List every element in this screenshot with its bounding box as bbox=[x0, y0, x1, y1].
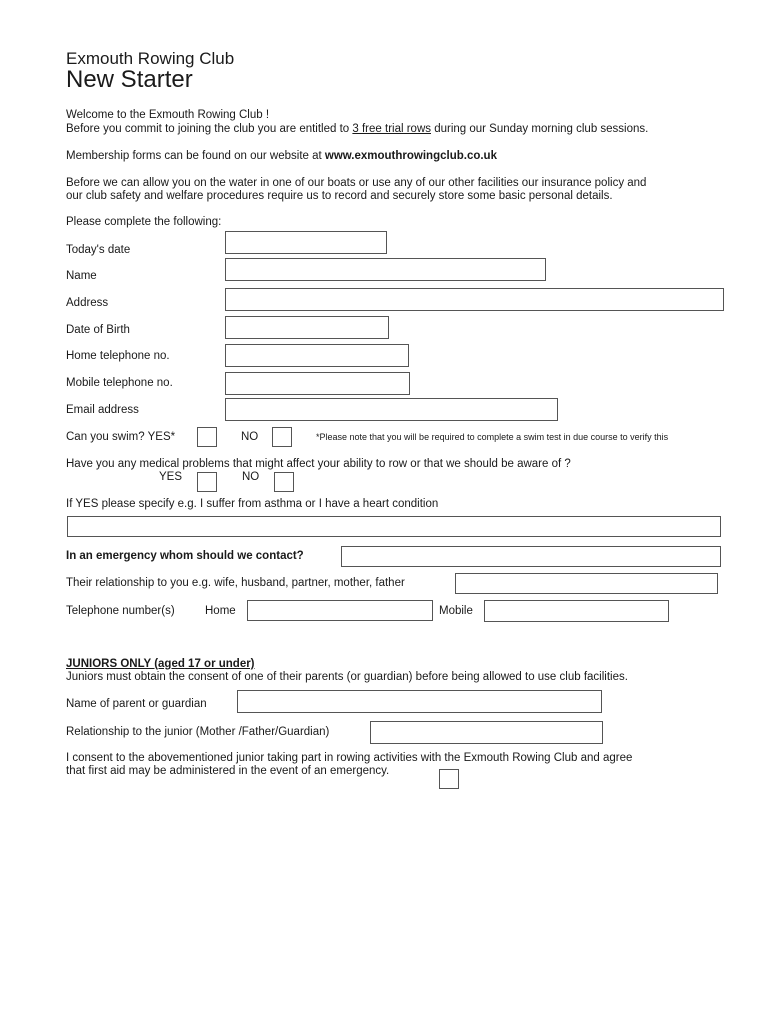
home-tel-field[interactable] bbox=[225, 344, 409, 367]
emergency-relationship-label: Their relationship to you e.g. wife, husband, partner, mother, father bbox=[66, 577, 405, 589]
page-title: New Starter bbox=[66, 66, 193, 93]
juniors-consent-info: Juniors must obtain the consent of one of their parents (or guardian) before being allowed to use club facilities. bbox=[66, 671, 628, 683]
consent-line-1: I consent to the abovementioned junior taking part in rowing activities with the Exmouth Rowing Club and agree bbox=[66, 752, 633, 764]
emergency-contact-field[interactable] bbox=[341, 546, 721, 567]
juniors-heading: JUNIORS ONLY (aged 17 or under) bbox=[66, 658, 255, 670]
swim-yes-checkbox[interactable] bbox=[197, 427, 217, 447]
medical-question: Have you any medical problems that might affect your ability to row or that we should be aware of ? bbox=[66, 458, 571, 470]
medical-no-checkbox[interactable] bbox=[274, 472, 294, 492]
emergency-home-label: Home bbox=[205, 605, 236, 617]
please-complete-text: Please complete the following: bbox=[66, 216, 222, 228]
trial-before: Before you commit to joining the club you are entitled to bbox=[66, 123, 353, 135]
welcome-text: Welcome to the Exmouth Rowing Club ! bbox=[66, 109, 270, 121]
trial-after: during our Sunday morning club sessions. bbox=[431, 123, 649, 135]
medical-no-label: NO bbox=[242, 471, 260, 483]
medical-yes-label: YES bbox=[159, 471, 183, 483]
emergency-contact-label: In an emergency whom should we contact? bbox=[66, 550, 304, 562]
address-label: Address bbox=[66, 297, 109, 309]
emergency-mobile-label: Mobile bbox=[439, 605, 473, 617]
trial-text bbox=[66, 122, 648, 136]
club-name: Exmouth Rowing Club bbox=[66, 49, 235, 68]
consent-checkbox[interactable] bbox=[439, 769, 459, 789]
medical-details-field[interactable] bbox=[67, 516, 721, 537]
parent-name-label: Name of parent or guardian bbox=[66, 698, 207, 710]
junior-relationship-field[interactable] bbox=[370, 721, 603, 744]
emergency-home-field[interactable] bbox=[247, 600, 433, 621]
swim-no-label: NO bbox=[241, 431, 259, 443]
swim-no-checkbox[interactable] bbox=[272, 427, 292, 447]
swim-question: Can you swim? YES* bbox=[66, 431, 176, 443]
consent-line-2: that first aid may be administered in the event of an emergency. bbox=[66, 765, 390, 777]
name-field[interactable] bbox=[225, 258, 546, 281]
address-field[interactable] bbox=[225, 288, 724, 311]
mobile-tel-label: Mobile telephone no. bbox=[66, 377, 173, 389]
todays-date-label: Today's date bbox=[66, 244, 131, 256]
emergency-mobile-field[interactable] bbox=[484, 600, 669, 622]
junior-relationship-label: Relationship to the junior (Mother /Father/Guardian) bbox=[66, 726, 330, 738]
website-url: www.exmouthrowingclub.co.uk bbox=[324, 150, 497, 162]
mobile-tel-field[interactable] bbox=[225, 372, 410, 395]
insurance-line-1: Before we can allow you on the water in one of our boats or use any of our other facilities our insurance policy and bbox=[66, 177, 647, 189]
swim-test-note: *Please note that you will be required to complete a swim test in due course to verify this bbox=[316, 432, 669, 442]
dob-field[interactable] bbox=[225, 316, 389, 339]
home-tel-label: Home telephone no. bbox=[66, 350, 170, 362]
dob-label: Date of Birth bbox=[66, 324, 130, 336]
name-label: Name bbox=[66, 270, 97, 282]
todays-date-field[interactable] bbox=[225, 231, 387, 254]
telephone-numbers-label: Telephone number(s) bbox=[66, 605, 175, 617]
email-label: Email address bbox=[66, 404, 139, 416]
email-field[interactable] bbox=[225, 398, 558, 421]
trial-rows-highlight: 3 free trial rows bbox=[352, 123, 431, 135]
insurance-line-2: our club safety and welfare procedures require us to record and securely store some basic personal details. bbox=[66, 190, 613, 202]
parent-name-field[interactable] bbox=[237, 690, 602, 713]
membership-text bbox=[66, 149, 497, 163]
emergency-relationship-field[interactable] bbox=[455, 573, 718, 594]
medical-yes-checkbox[interactable] bbox=[197, 472, 217, 492]
medical-specify-label: If YES please specify e.g. I suffer from asthma or I have a heart condition bbox=[66, 498, 439, 510]
membership-before: Membership forms can be found on our website at bbox=[66, 150, 325, 162]
